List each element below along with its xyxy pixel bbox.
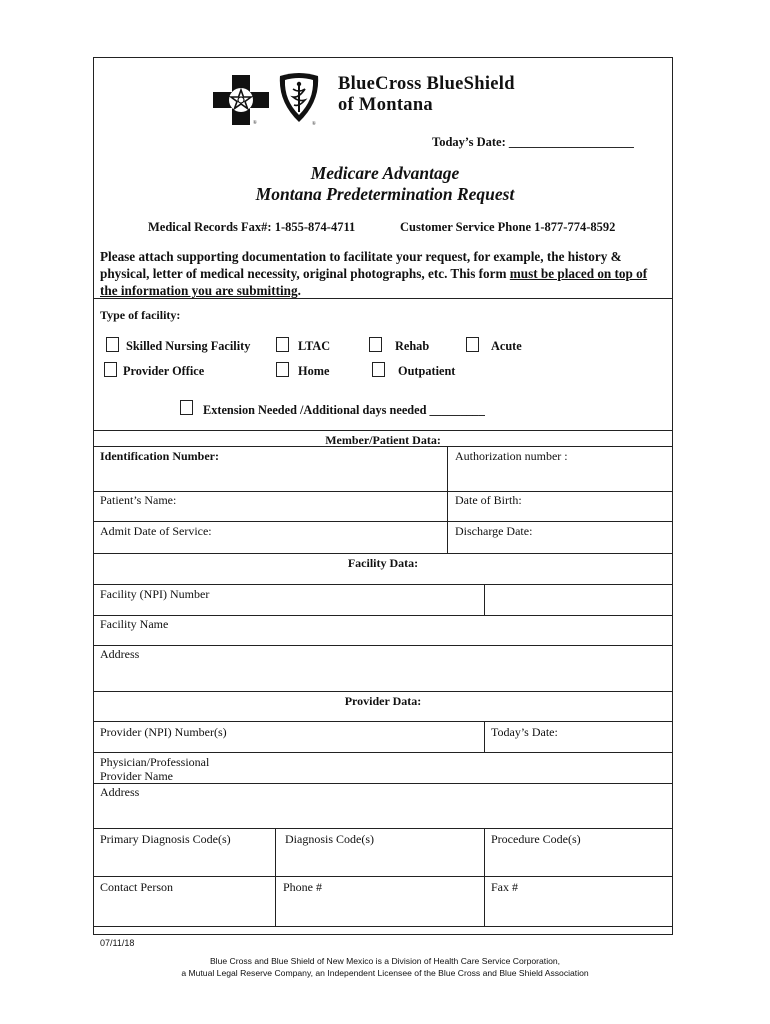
authorization-number-field[interactable]: Authorization number : xyxy=(455,449,568,463)
checkbox-ltac[interactable] xyxy=(276,337,289,352)
physician-name-field[interactable] xyxy=(100,755,209,783)
checkbox-home[interactable] xyxy=(276,362,289,377)
divider xyxy=(93,298,673,299)
checkbox-skilled-nursing[interactable] xyxy=(106,337,119,352)
instruction-note-end: . xyxy=(297,283,301,298)
divider xyxy=(93,430,673,431)
footer-line2: a Mutual Legal Reserve Company, an Independent Licensee of the Blue Cross and Blue Shield Association xyxy=(181,968,589,978)
facility-address-field[interactable]: Address xyxy=(100,647,140,661)
blue-cross-logo-icon xyxy=(213,75,269,125)
instruction-note-text: Please attach supporting documentation to facilitate your request, for example, the history & physical, letter of medical necessity, original photographs, etc. This form xyxy=(100,249,622,281)
divider xyxy=(275,828,276,926)
footer-date: 07/11/18 xyxy=(100,938,135,948)
footer-line1: Blue Cross and Blue Shield of New Mexico is a Division of Health Care Service Corporation, xyxy=(209,956,561,966)
label-provider-office: Provider Office xyxy=(123,364,205,378)
divider xyxy=(484,584,485,615)
customer-service-phone: Customer Service Phone 1-877-774-8592 xyxy=(400,220,616,234)
label-home: Home xyxy=(298,364,330,378)
divider xyxy=(447,446,448,553)
identification-number-field[interactable]: Identification Number: xyxy=(100,449,219,463)
divider xyxy=(93,783,673,784)
date-of-birth-field[interactable]: Date of Birth: xyxy=(455,493,522,507)
divider xyxy=(93,645,673,646)
diagnosis-code-field[interactable]: Diagnosis Code(s) xyxy=(285,832,374,846)
divider xyxy=(484,721,485,752)
facility-npi-field[interactable]: Facility (NPI) Number xyxy=(100,587,210,601)
physician-label-line2: Provider Name xyxy=(100,769,173,783)
member-data-heading: Member/Patient Data: xyxy=(325,433,441,447)
todays-date-field[interactable]: Today’s Date: ____________________ xyxy=(432,135,634,149)
instruction-note xyxy=(100,248,666,299)
divider xyxy=(93,615,673,616)
divider xyxy=(93,721,673,722)
fax-field[interactable]: Fax # xyxy=(491,880,518,894)
divider xyxy=(93,691,673,692)
checkbox-acute[interactable] xyxy=(466,337,479,352)
form-title-line1: Medicare Advantage xyxy=(310,163,460,183)
patient-name-field[interactable]: Patient’s Name: xyxy=(100,493,177,507)
provider-npi-field[interactable]: Provider (NPI) Number(s) xyxy=(100,725,227,739)
divider xyxy=(93,752,673,753)
medical-records-fax: Medical Records Fax#: 1-855-874-4711 xyxy=(148,220,356,234)
label-skilled-nursing: Skilled Nursing Facility xyxy=(126,339,251,353)
divider xyxy=(484,828,485,926)
provider-address-field[interactable]: Address xyxy=(100,785,140,799)
provider-data-heading: Provider Data: xyxy=(344,694,422,708)
facility-type-heading: Type of facility: xyxy=(100,308,181,322)
checkbox-provider-office[interactable] xyxy=(104,362,117,377)
label-extension-needed: Extension Needed /Additional days needed _________ xyxy=(203,403,485,417)
checkbox-outpatient[interactable] xyxy=(372,362,385,377)
label-ltac: LTAC xyxy=(298,339,331,353)
label-acute: Acute xyxy=(491,339,522,353)
primary-diagnosis-field[interactable]: Primary Diagnosis Code(s) xyxy=(100,832,231,846)
divider xyxy=(93,521,673,522)
form-title-line2: Montana Predetermination Request xyxy=(255,184,515,204)
checkbox-rehab[interactable] xyxy=(369,337,382,352)
checkbox-extension-needed[interactable] xyxy=(180,400,193,415)
phone-field[interactable]: Phone # xyxy=(283,880,322,894)
label-rehab: Rehab xyxy=(395,339,430,353)
divider xyxy=(93,584,673,585)
divider xyxy=(93,926,673,927)
facility-data-heading: Facility Data: xyxy=(347,556,419,570)
divider xyxy=(93,828,673,829)
admit-date-field[interactable]: Admit Date of Service: xyxy=(100,524,212,538)
divider xyxy=(93,491,673,492)
divider xyxy=(93,553,673,554)
svg-text:®: ® xyxy=(253,121,257,125)
facility-name-field[interactable]: Facility Name xyxy=(100,617,169,631)
contact-person-field[interactable]: Contact Person xyxy=(100,880,173,894)
brand-name-line2: of Montana xyxy=(338,95,433,115)
blue-shield-logo-icon xyxy=(276,72,322,126)
svg-text:®: ® xyxy=(312,122,316,126)
divider xyxy=(93,446,673,447)
procedure-code-field[interactable]: Procedure Code(s) xyxy=(491,832,581,846)
divider xyxy=(93,876,673,877)
brand-name-line1: BlueCross BlueShield xyxy=(338,74,515,94)
provider-todays-date-field[interactable]: Today’s Date: xyxy=(491,725,558,739)
physician-label-line1: Physician/Professional xyxy=(100,755,210,769)
instruction-note-emphasis: must be placed on top of the information you are submitting xyxy=(100,266,648,298)
label-outpatient: Outpatient xyxy=(398,364,456,378)
discharge-date-field[interactable]: Discharge Date: xyxy=(455,524,533,538)
